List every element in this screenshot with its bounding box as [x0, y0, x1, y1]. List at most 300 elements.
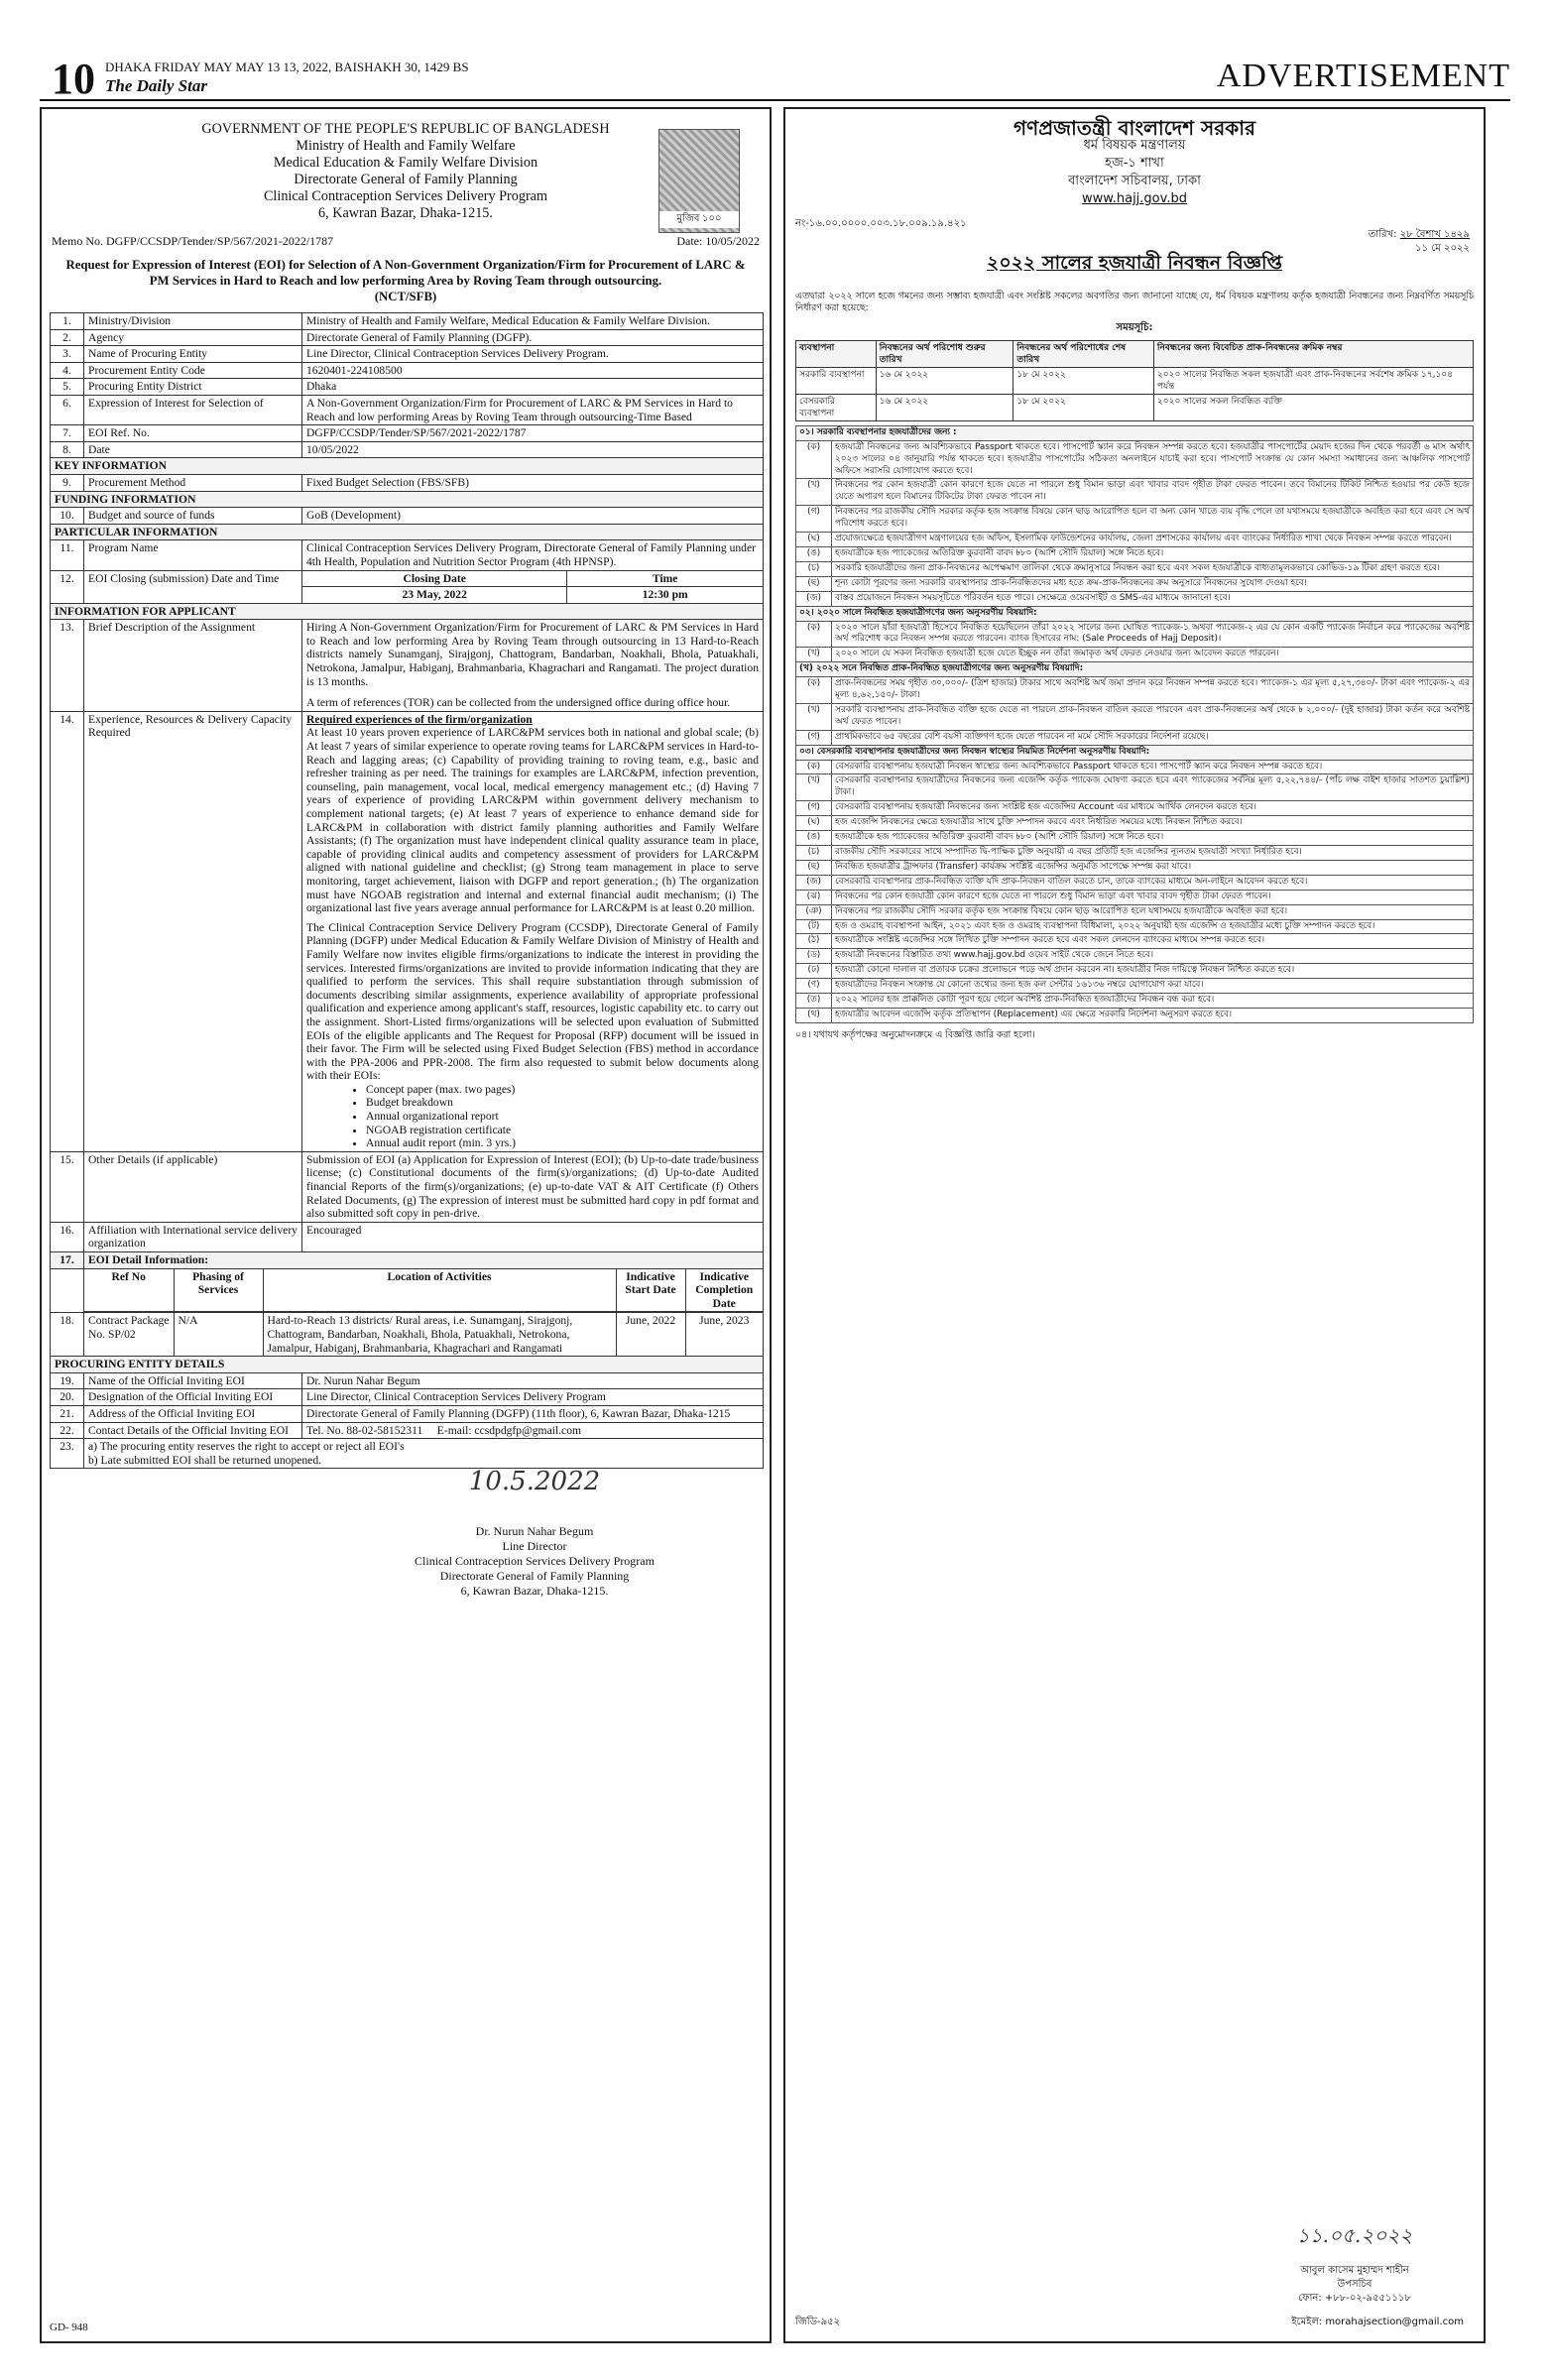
email-link[interactable]: ইমেইল: morahajsection@gmail.com	[1291, 2317, 1464, 2327]
signatory-title: Line Director	[502, 1539, 567, 1554]
item-key: (ড)	[796, 949, 832, 964]
section-key-information: KEY INFORMATION	[51, 458, 764, 475]
row-value: Directorate General of Family Planning (DGFP) (11th floor), 6, Kawran Bazar, Dhaka-1215	[302, 1405, 764, 1422]
closing-table	[302, 571, 763, 603]
row-label: Other Details (if applicable)	[84, 1151, 302, 1222]
table-row	[51, 570, 764, 603]
row-value: DGFP/CCSDP/Tender/SP/567/2021-2022/1787	[302, 425, 764, 442]
table-row	[51, 474, 764, 491]
col-header: নিবন্ধনের অর্থ পরিশোধ শুরুর তারিখ	[876, 340, 1013, 367]
item-text: বেসরকারি ব্যবস্থাপনায় হজযাত্রী নিবন্ধনের জন্য সংশ্লিষ্ট হজ এজেন্সির Account এর মাধ্যমে আর্থিক লেনদেন করতে হবে।	[832, 801, 1474, 816]
list-item: • Budget breakdown	[366, 1096, 759, 1110]
row-label: Address of the Official Inviting EOI	[84, 1405, 302, 1422]
table-row	[51, 313, 764, 330]
item-text: বাস্তব প্রয়োজনে নিবন্ধন সময়সূচিতে পরিবর্তন হতে পারে। সেক্ষেত্রে ওয়েবসাইট ও SMS-এর মাধ্যমে জানানো হবে।	[832, 591, 1474, 606]
item-key: (ঙ)	[796, 831, 832, 846]
item-text: সরকারি হজযাত্রীদের জন্য প্রাক-নিবন্ধনের অপেক্ষমাণ তালিকা থেকে ক্রমানুসারে নিবন্ধন করা হবে এবং সকল হজযাত্রীকে বাধ্যতামূলকভাবে কোভিড-১৯ টিকা গ্রহণ করতে হবে।	[832, 561, 1474, 576]
list-item	[796, 934, 1474, 949]
list-item	[796, 576, 1474, 591]
item-text: হজযাত্রী নিবন্ধনের বিস্তারিত তথ্য www.hajj.gov.bd ওয়েব সাইট থেকে জেনে নিতে হবে।	[832, 949, 1474, 964]
row-value: 10/05/2022	[302, 441, 764, 458]
row-label: Designation of the Official Inviting EOI	[84, 1389, 302, 1406]
table-row	[51, 711, 764, 1151]
row-value: 1620401-224108500	[302, 362, 764, 379]
list-item	[796, 801, 1474, 816]
table-cell: ১৮ মে ২০২২	[1013, 367, 1154, 394]
table-row	[51, 395, 764, 424]
table-row	[51, 1372, 764, 1389]
col-header: Location of Activities	[263, 1269, 616, 1312]
item-key: (খ)	[796, 648, 832, 662]
closing-time-header: Time	[567, 571, 763, 587]
table-cell: ১৬ মে ২০২২	[876, 394, 1013, 420]
newspaper-logo: The Daily Star	[105, 76, 207, 95]
item-key: (ঢ)	[796, 964, 832, 979]
table-row	[51, 346, 764, 363]
list-item	[796, 919, 1474, 934]
section-heading	[51, 1252, 764, 1269]
signature-image: 10.5.2022	[468, 1467, 601, 1497]
experience-text: At least 10 years proven experience of LARC&PM services both in national and global scale; (b) At least 7 years of similar experience to operate roving teams for LARC&PM services in Hard-to-Reach and lagging areas; (c) Capability of providing training to roving team, e.g., basic and refresher training as per need. The trainings for examples are LARC&PM, infection prevention, counseling, pain management, vocal local, medical emergency management etc.; (d) Having 7 years of experience of providing LARC&PM within government delivery mechanism to complement national targets; (e) At least 7 years of experience to enhance demand side for LARC&PM in collaboration with district family planning authorities and Family Welfare Assistants; (f) The organization must have independent clinical quality assurance team in place, capable of providing clinical audits and competency assessment of providers for LARC&PM aligned with national guideline and checklist; (g) Strong team management in place to serve monitoring, target achievement, liaison with DGFP and report generation.; (h) The organization must have NGOAB registration and internal and external financial audit mechanism; (i) The organizational last five years average annual performance for LARC&PM is at least 0.20 million.	[306, 726, 759, 915]
row-number: 22.	[51, 1422, 84, 1439]
section-funding: FUNDING INFORMATION	[51, 491, 764, 508]
item-key: (চ)	[796, 561, 832, 576]
eoi-advertisement	[40, 107, 772, 2343]
row-number: 6.	[51, 395, 84, 424]
row-label: Procurement Method	[84, 474, 302, 491]
item-text: বেসরকারি ব্যবস্থাপনায় হজযাত্রী নিবন্ধন স্বাস্থ্যের জন্য আবশ্যিকভাবে Passport থাকতে হবে। পাসপোর্ট স্ক্যান করে নিবন্ধন সম্পন্ন করতে হবে।	[832, 760, 1474, 774]
row-number: 12.	[51, 570, 84, 603]
row-value: Line Director, Clinical Contraception Services Delivery Program	[302, 1389, 764, 1406]
item-text: প্রাথমিকভাবে ৬৫ বছরের বেশি বয়সী ব্যক্তিগণ হজে যেতে পারবেন না মর্মে সৌদি সরকারের নির্দেশনা রয়েছে।	[832, 730, 1474, 745]
row-label: Procurement Entity Code	[84, 362, 302, 379]
item-key: (ট)	[796, 919, 832, 934]
list-item	[796, 860, 1474, 875]
header-line: 6, Kawran Bazar, Dhaka-1215.	[318, 205, 493, 221]
table-cell: ১৮ মে ২০২২	[1013, 394, 1154, 420]
row-number: 9.	[51, 474, 84, 491]
gd-number: GD- 948	[50, 2321, 88, 2333]
signatory-line: 6, Kawran Bazar, Dhaka-1215.	[460, 1584, 609, 1599]
eoi-detail-values	[84, 1313, 764, 1357]
document-list	[366, 1083, 759, 1150]
item-key: (ঘ)	[796, 816, 832, 831]
row-number: 23.	[51, 1439, 84, 1469]
list-item	[796, 831, 1474, 846]
row-label: Brief Description of the Assignment	[84, 620, 302, 712]
row-label: Name of the Official Inviting EOI	[84, 1372, 302, 1389]
header-line: Clinical Contraception Services Delivery Program	[263, 188, 548, 204]
eoi-title-text: Request for Expression of Interest (EOI) for Selection of A Non-Government Organization/Firm for Procurement of LARC & PM Services in Hard to Reach and low performing Area by Roving Team through outsourcing.	[65, 258, 746, 288]
row-label: EOI Ref. No.	[84, 425, 302, 442]
list-item: • NGOAB registration certificate	[366, 1124, 759, 1137]
date-bangla: ২৮ বৈশাখ ১৪২৯	[1399, 229, 1470, 240]
page-number: 10	[52, 55, 95, 103]
row-value: Dr. Nurun Nahar Begum	[302, 1372, 764, 1389]
section-applicant: INFORMATION FOR APPLICANT	[51, 603, 764, 620]
table-row	[796, 394, 1474, 420]
row-label: Budget and source of funds	[84, 508, 302, 525]
package-ref: Contract Package No. SP/02	[84, 1313, 174, 1356]
col-header: নিবন্ধনের জন্য বিবেচিত প্রাক-নিবন্ধনের ক্রমিক নম্বর	[1153, 340, 1473, 367]
item-key: (গ)	[796, 801, 832, 816]
signature-image: ১১.০৫.২০২২	[1296, 2223, 1413, 2247]
list-item	[796, 730, 1474, 745]
list-item	[796, 964, 1474, 979]
signatory-line: Clinical Contraception Services Delivery Program	[415, 1554, 655, 1569]
phasing: N/A	[174, 1313, 263, 1356]
list-item	[796, 533, 1474, 547]
list-item: • Annual audit report (min. 3 yrs.)	[366, 1136, 759, 1150]
row-value	[302, 711, 764, 1151]
assignment-description: Hiring A Non-Government Organization/Firm for Procurement of LARC & PM Services in Hard to Reach and low performing Area by Roving Team through outsourcing in 13 Hard-to-Reach districts namely Sunamganj, Sirajgonj, Chattogram, Bandarban, Noakhali, Bhola, Patuakhali, Netrokona, Jamalpur, Habiganj, Brahmanbaria, Khagrachari and Rangamati. The project duration is 13 months.	[306, 621, 759, 688]
row-number: 7.	[51, 425, 84, 442]
section-heading	[51, 603, 764, 620]
intro-text: এতদ্বারা ২০২২ সালে হজে গমনের জন্য সম্ভাব্য হজযাত্রী এবং সংশ্লিষ্ট সকলের অবগতির জন্য জানানো যাচ্ছে যে, ধর্ম বিষয়ক মন্ত্রণালয় কর্তৃক হজযাত্রী নিবন্ধনের জন্য নিম্নবর্ণিত সময়সূচি নির্ধারণ করা হয়েছে:	[795, 291, 1474, 314]
instructions-table	[795, 425, 1474, 1023]
list-item	[796, 440, 1474, 479]
list-item	[796, 890, 1474, 904]
row-number: 10.	[51, 508, 84, 525]
header-line: Ministry of Health and Family Welfare	[296, 138, 516, 154]
list-item	[796, 875, 1474, 890]
start-date: June, 2022	[616, 1313, 685, 1356]
item-text: রাজকীয় সৌদি সরকারের সাথে সম্পাদিত দ্বি-পাক্ষিক চুক্তি অনুযায়ী এ বছর প্রতিটি হজ এজেন্সির ন্যূনতম হজযাত্রী সংখ্যা নির্ধারিত হবে।	[832, 846, 1474, 861]
row-number: 2.	[51, 329, 84, 346]
item-text: হজযাত্রীকে হজ প্যাকেজের অতিরিক্ত কুরবানী বাবদ ৳৮০ (আশি সৌদি রিয়াল) সঙ্গে নিতে হবে।	[832, 546, 1474, 561]
table-cell: সরকারি ব্যবস্থাপনা	[796, 367, 877, 394]
ref-number: নং-১৬.০০.০০০০.০০৩.১৮.০০৯.১৯.৪২১	[795, 218, 967, 229]
item-text: নিবন্ধনের পর কোন হজযাত্রী কোন কারণে হজে যেতে না পারলে শুধু বিমান ভাড়া এবং খাবার বাবদ গৃহীত টাকা ফেরত পাবেন। তবে বিমানের টিকিট নিশ্চিত হওয়ার পর কেউ হজে যেতে অপারগ হলে বিমানের টিকিটের টাকা ফেরত পাবেন না।	[832, 479, 1474, 506]
row-number: 21.	[51, 1405, 84, 1422]
item-text: হজ এজেন্সি নিবন্ধনের ক্ষেত্রে হজযাত্রীর সাথে চুক্তি সম্পাদন করবে এবং নির্ধারিত সময়ের মধ্যে নিবন্ধন নিশ্চিত করবে।	[832, 816, 1474, 831]
row-value: Encouraged	[302, 1222, 764, 1251]
item-text: হজযাত্রীকে হজ প্যাকেজের অতিরিক্ত কুরবানী বাবদ ৳৮০ (আশি সৌদি রিয়াল) সঙ্গে নিতে হবে।	[832, 831, 1474, 846]
row-value	[302, 1422, 764, 1439]
closing-time: 12:30 pm	[642, 588, 688, 602]
row-number: 18.	[51, 1313, 84, 1357]
section-private: ০৩। বেসরকারি ব্যবস্থাপনার হজযাত্রীদের জন্য নিবন্ধন স্বাস্থ্যের নিয়মিত নির্দেশনা অনুসরণীয় বিষয়াদি:	[796, 745, 1474, 760]
table-row	[796, 367, 1474, 394]
row-number: 13.	[51, 620, 84, 712]
item-key: (ঘ)	[796, 533, 832, 547]
table-row	[51, 1405, 764, 1422]
list-item	[796, 979, 1474, 994]
item-key: (থ)	[796, 1008, 832, 1022]
list-item	[796, 774, 1474, 801]
table-row	[51, 1313, 764, 1357]
list-item	[796, 479, 1474, 506]
row-label: Program Name	[84, 540, 302, 570]
table-row	[51, 1389, 764, 1406]
signatory-line: Directorate General of Family Planning	[439, 1569, 630, 1584]
table-cell: ২০২০ সালের সকল নিবন্ধিত ব্যক্তি	[1153, 394, 1473, 420]
section-2020: ০২। ২০২০ সালে নিবন্ধিত হজযাত্রীগণের জন্য অনুসরণীয় বিষয়াদি:	[796, 606, 1474, 621]
schedule-title: সময়সূচি:	[1116, 321, 1153, 333]
eoi-detail-values-table	[84, 1313, 763, 1356]
table-row	[51, 508, 764, 525]
header-line: Medical Education & Family Welfare Division	[273, 155, 538, 171]
dateline: DHAKA FRIDAY MAY MAY 13 13, 2022, BAISHAKH 30, 1429 BS	[105, 60, 469, 74]
eoi-table	[50, 312, 764, 1469]
list-item: • Concept paper (max. two pages)	[366, 1083, 759, 1097]
item-key: (ক)	[796, 677, 832, 704]
list-item	[796, 648, 1474, 662]
row-number: 15.	[51, 1151, 84, 1222]
table-row	[51, 540, 764, 570]
mujib-100-logo: মুজিব ১০০	[659, 211, 739, 228]
tor-note: A term of references (TOR) can be collected from the undersigned office during office hour.	[306, 696, 731, 710]
table-row	[51, 1268, 764, 1313]
col-header: Indicative Completion Date	[685, 1269, 763, 1312]
item-key: (ঝ)	[796, 890, 832, 904]
table-cell: ২০২০ সালের নিবন্ধিত সকল হজযাত্রী এবং প্রাক-নিবন্ধনের সর্বশেষ ক্রমিক ১৭,১০৪ পর্যন্ত	[1153, 367, 1473, 394]
row-number: 20.	[51, 1389, 84, 1406]
section-heading	[796, 745, 1474, 760]
row-label: Ministry/Division	[84, 313, 302, 330]
table-row	[51, 425, 764, 442]
table-cell: ১৬ মে ২০২২	[876, 367, 1013, 394]
eoi-detail-table	[84, 1269, 763, 1313]
list-item	[796, 846, 1474, 861]
item-text: হজযাত্রীর আবেদন এজেন্সি কর্তৃক প্রতিস্থাপন (Replacement) এর ক্ষেত্রে সরকারি নির্দেশনা অনুসরণ করতে হবে।	[832, 1008, 1474, 1022]
row-number: 16.	[51, 1222, 84, 1251]
memo-date: Date: 10/05/2022	[676, 234, 760, 248]
item-key: (ছ)	[796, 860, 832, 875]
signatory-title: উপসচিব	[1337, 2279, 1372, 2290]
list-item: • Annual organizational report	[366, 1110, 759, 1124]
item-key: (খ)	[796, 479, 832, 506]
row-label: Experience, Resources & Delivery Capacity Required	[84, 711, 302, 1151]
row-number: 8.	[51, 441, 84, 458]
list-item	[796, 1008, 1474, 1022]
invitation-text: The Clinical Contraception Service Delivery Program (CCSDP), Directorate General of Family Planning (DGFP) under Medical Education & Family Welfare Division of Ministry of Health and Family Welfare now invites eligible firms/organizations to indicate the interest in providing the services. Interested firms/organizations are invited to provide information indicating that they are qualified to perform the services. This shall require substantiation through submission of documents describing similar assignments, experience availability of appropriate professional qualification and experience among applicant's staff, resources, logistic capability etc. to carry out the assignment. Short-Listed firms/organizations will be selected upon evaluation of Submitted EOIs of the eligible applicants and The Request for Proposal (RFP) document will be issued in their favor. The Firm will be selected using Fixed Budget Selection (FBS) method in accordance with the PPA-2006 and PPR-2008. The firm also requested to submit below documents along with their EOIs:	[306, 920, 759, 1083]
completion-date: June, 2023	[699, 1314, 750, 1328]
row-value	[84, 1439, 764, 1469]
address: বাংলাদেশ সচিবালয়, ঢাকা	[1068, 174, 1201, 188]
section-title: ADVERTISEMENT	[1216, 58, 1510, 94]
item-text: হজযাত্রী নিবন্ধনের জন্য আবশ্যিকভাবে Passport থাকতে হবে। পাসপোর্ট স্ক্যান করে নিবন্ধন সম্পন্ন করতে হবে। হজযাত্রীর পাসপোর্টের মেয়াদ হজের দিন থেকে পরবর্তী ৬ মাস অর্থাৎ ২০২৩ সালের ০৪ জানুয়ারি পর্যন্ত থাকতে হবে। হজযাত্রীর পাসপোর্টের সঠিকতা অনলাইনে যাচাই করা হবে। পাসপোর্ট সংক্রান্ত যে কোন সমস্যা সমাধানের জন্য আঞ্চলিক পাসপোর্ট অফিসে সরাসরি যোগাযোগ করতে হবে।	[832, 440, 1474, 479]
list-item	[796, 546, 1474, 561]
closing-note: ০৪। যথাযথ কর্তৃপক্ষের অনুমোদনক্রমে এ বিজ্ঞপ্তি জারি করা হলো।	[795, 1028, 1035, 1040]
row-value: Line Director, Clinical Contraception Services Delivery Program.	[302, 346, 764, 363]
row-number: 3.	[51, 346, 84, 363]
row-number: 5.	[51, 379, 84, 396]
item-text: হজযাত্রী কোনো দালাল বা প্রতারক চক্রের প্রলোভনে পড়ে অর্থ প্রদান করবেন না। হজযাত্রীর নিজ দায়িত্বে নিবন্ধন নিশ্চিত করতে হবে।	[832, 964, 1474, 979]
notice-title: ২০২২ সালের হজযাত্রী নিবন্ধন বিজ্ঞপ্তি	[987, 252, 1282, 274]
item-key: (ঞ)	[796, 904, 832, 919]
section-govt: ০১। সরকারি ব্যবস্থাপনার হজযাত্রীদের জন্য :	[796, 425, 1474, 440]
note-line: b) Late submitted EOI shall be returned unopened.	[88, 1453, 322, 1467]
item-key: (জ)	[796, 591, 832, 606]
item-key: (ত)	[796, 994, 832, 1009]
row-label: Contact Details of the Official Inviting EOI	[84, 1422, 302, 1439]
header-line: Directorate General of Family Planning	[294, 172, 518, 187]
closing-date: 23 May, 2022	[302, 587, 567, 603]
section-heading	[51, 458, 764, 475]
list-item	[796, 760, 1474, 774]
row-label: Date	[84, 441, 302, 458]
section-procuring: PROCURING ENTITY DETAILS	[51, 1357, 764, 1373]
section-heading	[51, 491, 764, 508]
list-item	[796, 591, 1474, 606]
row-number: 4.	[51, 362, 84, 379]
row-label: Affiliation with International service delivery organization	[84, 1222, 302, 1251]
item-text: সরকারি ব্যবস্থাপনায় প্রাক-নিবন্ধিত ব্যক্তি হজে যেতে না পারলে প্রাক-নিবন্ধন বাতিল করতে পারবেন এবং প্রাক-নিবন্ধনের অর্থ থেকে ৳ ২,০০০/- (দুই হাজার) টাকা কর্তন করে অবশিষ্ট অর্থ ফেরত পাবেন।	[832, 703, 1474, 730]
eoi-detail-cell	[84, 1268, 764, 1313]
email-link[interactable]: E-mail: ccsdpdgfp@gmail.com	[436, 1423, 582, 1437]
row-value: A Non-Government Organization/Firm for Procurement of LARC & PM Services in Hard to Reach and low performing Areas by Roving Team through outsourcing-Time Based	[302, 395, 764, 424]
signatory-name: আবুল কাসেম মুহাম্মদ শাহীন	[1300, 2265, 1409, 2276]
website-link[interactable]: www.hajj.gov.bd	[1082, 191, 1187, 206]
table-row	[51, 379, 764, 396]
note-line: a) The procuring entity reserves the right to accept or reject all EOI's	[88, 1440, 405, 1454]
table-row	[51, 1151, 764, 1222]
item-text: বেসরকারি ব্যবস্থাপনার প্রাক-নিবন্ধিত ব্যক্তি যদি প্রাক-নিবন্ধন বাতিল করতে চান, তাকে ব্যাংকের মাধ্যমে অন-লাইনে আবেদন করতে হবে।	[832, 875, 1474, 890]
closing-date-header: Closing Date	[302, 571, 567, 587]
item-key: (ঠ)	[796, 934, 832, 949]
section-heading	[796, 606, 1474, 621]
row-number: 17.	[51, 1252, 84, 1269]
row-number: 19.	[51, 1372, 84, 1389]
item-text: ২০২০ সালে যে সকল নিবন্ধিত হজযাত্রী হজে যেতে ইচ্ছুক নন তাঁরা জমাকৃত অর্থ ফেরত নেওয়ার জন্য আবেদন করতে পারবেন।	[832, 648, 1474, 662]
list-item	[796, 506, 1474, 533]
list-item	[796, 904, 1474, 919]
item-text: হজযাত্রীকে সংশ্লিষ্ট এজেন্সির সঙ্গে লিখিত চুক্তি সম্পাদন করতে হবে এবং সকল লেনদেন ব্যাংকের মাধ্যমে সম্পন্ন করতে হবে।	[832, 934, 1474, 949]
closing-cell	[302, 570, 764, 603]
item-text: হজযাত্রীদের নিবন্ধন সংক্রান্ত যে কোনো তথ্যের জন্য হজ কল সেন্টার ১৬১৩৬ নম্বরে যোগাযোগ করা যাবে।	[832, 979, 1474, 994]
row-value: Directorate General of Family Planning (DGFP).	[302, 329, 764, 346]
list-item	[796, 677, 1474, 704]
item-key: (ক)	[796, 760, 832, 774]
item-text: প্রযোজ্যক্ষেত্রে হজযাত্রীগণ মন্ত্রণালয়ের হজ অফিস, ইসলামিক ফাউন্ডেশনের কার্যালয়, জেলা প্রশাসকের কার্যালয় এবং ব্যাংকের নির্ধারিত শাখা থেকে নিবন্ধন সম্পন্ন করতে পারবেন।	[832, 533, 1474, 547]
col-header: Phasing of Services	[174, 1269, 263, 1312]
item-text: নিবন্ধিত হজযাত্রীর ট্রান্সফার (Transfer) কার্যক্রম সংশ্লিষ্ট এজেন্সির অনুমতি সাপেক্ষে সম্পন্ন করা যাবে।	[832, 860, 1474, 875]
location: Hard-to-Reach 13 districts/ Rural areas, i.e. Sunamganj, Sirajgonj, Chattogram, Bandarban, Noakhali, Bhola, Patuakhali, Netrokona, Jamalpur, Habiganj, Brahmanbaria, Khagrachari and Rangamati	[263, 1313, 616, 1356]
signature-block	[1246, 2223, 1464, 2306]
item-key: (জ)	[796, 875, 832, 890]
table-header	[796, 340, 1474, 367]
signatory-phone: ফোন: +৮৮-০২-৯৫৫১১১৮	[1298, 2293, 1411, 2304]
item-key: (ক)	[796, 440, 832, 479]
item-key: (খ)	[796, 774, 832, 801]
list-item	[796, 816, 1474, 831]
item-key: (চ)	[796, 846, 832, 861]
table-row	[51, 1222, 764, 1251]
row-value	[302, 620, 764, 712]
table-row	[51, 441, 764, 458]
col-header: নিবন্ধনের অর্থ পরিশোধের শেষ তারিখ	[1013, 340, 1154, 367]
eoi-title-sub: (NCT/SFB)	[374, 290, 437, 303]
list-item	[796, 949, 1474, 964]
item-text: বেসরকারি ব্যবস্থাপনার হজযাত্রীদের নিবন্ধনের জন্য এজেন্সি কর্তৃক প্যাকেজ ঘোষণা করতে হবে এবং প্যাকেজের সর্বনিম্ন মূল্য ৫,২২,৭৪৪/- (পাঁচ লক্ষ বাইশ হাজার সাতশত চুয়াল্লিশ) টাকা।	[832, 774, 1474, 801]
item-key: (ঙ)	[796, 546, 832, 561]
table-cell: বেসরকারি ব্যবস্থাপনা	[796, 394, 877, 420]
item-text: প্রাক-নিবন্ধনের সময় গৃহীত ৩০,০০০/- (ত্রিশ হাজার) টাকার সাথে অবশিষ্ট অর্থ জমা প্রদান করে নিবন্ধন সম্পন্ন করতে হবে। প্যাকেজ-১ এর মূল্য ৫,২৭,৩৪০/- টাকা এবং প্যাকেজ-২ এর মূল্য ৪,৬২,১৫০/- টাকা।	[832, 677, 1474, 704]
row-label: Agency	[84, 329, 302, 346]
table-row	[51, 620, 764, 712]
ministry-name: ধর্ম বিষয়ক মন্ত্রণালয়	[1083, 138, 1186, 153]
row-value: Fixed Budget Selection (FBS/SFB)	[302, 474, 764, 491]
item-key: (ক)	[796, 621, 832, 648]
signature-block	[299, 1467, 770, 1599]
list-item	[796, 703, 1474, 730]
item-text: ২০২০ সালে যাঁরা হজযাত্রী হিসেবে নিবন্ধিত হয়েছিলেন তাঁরা ২০২২ সালের জন্য ঘোষিত প্যাকেজ-১ অথবা প্যাকেজ-২ এর যে কোন একটি প্যাকেজ নির্বাচন করে প্যাকেজের অবশিষ্ট অর্থ পরিশোধ করে নিবন্ধন সম্পন্ন করতে পারবেন। ব্যাংক হিসাবের নাম: (Sale Proceeds of Hajj Deposit)।	[832, 621, 1474, 648]
item-text: হজ ও ওমরাহ ব্যবস্থাপনা আইন, ২০২১ এবং হজ ও ওমরাহ ব্যবস্থাপনা বিধিমালা, ২০২২ অনুযায়ী হজ এজেন্সি ও হজযাত্রীর মধ্যে চুক্তি সম্পাদন করতে হবে।	[832, 919, 1474, 934]
eoi-detail-heading: EOI Detail Information:	[84, 1252, 764, 1269]
row-label: EOI Closing (submission) Date and Time	[84, 570, 302, 603]
table-row	[51, 329, 764, 346]
date-english: ১১ মে ২০২২	[1415, 243, 1470, 254]
table-row	[51, 1439, 764, 1469]
col-header: Ref No	[84, 1269, 174, 1312]
item-text: ২০২২ সালের হজ প্রাক্কলিত কোটা পূরণ হয়ে গেলে অবশিষ্ট প্রাক-নিবন্ধিত হজযাত্রীদের নিবন্ধন বন্ধ করা হবে।	[832, 994, 1474, 1009]
table-row	[51, 362, 764, 379]
row-value: Clinical Contraception Services Delivery Program, Directorate General of Family Planning under 4th Health, Population and Nutrition Sector Program (4th HPNSP).	[302, 540, 764, 570]
item-text: নিবন্ধনের পর রাজকীয় সৌদি সরকার কর্তৃক হজ সংক্রান্ত বিষয়ে কোন ছাড় আরোপিত হলে যথাসময়ে হজযাত্রীকে অবহিত করা হবে।	[832, 904, 1474, 919]
portrait-logo	[658, 129, 740, 233]
table-row	[51, 1422, 764, 1439]
memo-number: Memo No. DGFP/CCSDP/Tender/SP/567/2021-2022/1787	[52, 234, 334, 248]
row-number: 14.	[51, 711, 84, 1151]
list-item	[796, 994, 1474, 1009]
row-label: Name of Procuring Entity	[84, 346, 302, 363]
col-header: Indicative Start Date	[616, 1269, 685, 1312]
section-heading	[51, 524, 764, 540]
item-key: (গ)	[796, 730, 832, 745]
notice-date	[1369, 228, 1470, 256]
row-label: Expression of Interest for Selection of	[84, 395, 302, 424]
row-number: 1.	[51, 313, 84, 330]
section-name: হজ-১ শাখা	[1105, 156, 1164, 171]
telephone: Tel. No. 88-02-58152311	[306, 1423, 423, 1437]
section-heading	[796, 662, 1474, 677]
col-header: ব্যবস্থাপনা	[796, 340, 877, 367]
masthead	[40, 52, 1510, 101]
section-particular: PARTICULAR INFORMATION	[51, 524, 764, 540]
section-2022: (খ) ২০২২ সনে নিবন্ধিত প্রাক-নিবন্ধিত হজযাত্রীগণের জন্য অনুসরণীয় বিষয়াদি:	[796, 662, 1474, 677]
item-text: শূন্য কোটা পূরণের জন্য সরকারি ব্যবস্থাপনার প্রাক-নিবন্ধিতদের মধ্য হতে ক্রম-প্রাক-নিবন্ধনের ক্রম অনুসারে নিবন্ধনের সুযোগ দেওয়া হবে।	[832, 576, 1474, 591]
row-value: Submission of EOI (a) Application for Expression of Interest (EOI); (b) Up-to-date trade/business license; (c) Constitutional documents of the firm(s)/organizations; (d) Up-to-date Audited financial Reports of the firm(s)/organizations; (e) up-to-date VAT & AIT Certificate (f) Others Related Documents, (g) The expression of interest must be submitted hard copy in pdf format and also submitted soft copy in pen-drive.	[302, 1151, 764, 1222]
gd-number: জিডি-৯৫২	[795, 2317, 841, 2327]
item-text: নিবন্ধনের পর রাজকীয় সৌদি সরকার কর্তৃক হজ সংক্রান্ত বিষয়ে কোন ছাড় আরোপিত হলে বা অন্য কোন খাতে ব্যয় বৃদ্ধি পেলে তা যথাসময়ে হজযাত্রীকে অবহিত করা হবে এবং সে অর্থ পরিশোধ করতে হবে।	[832, 506, 1474, 533]
ministry-header	[785, 116, 1484, 208]
hajj-notice	[783, 107, 1486, 2343]
list-item	[796, 621, 1474, 648]
item-key: (গ)	[796, 506, 832, 533]
date-label: তারিখ:	[1368, 229, 1397, 240]
signatory-name: Dr. Nurun Nahar Begum	[475, 1524, 594, 1539]
row-number	[51, 1268, 84, 1313]
row-label: Procuring Entity District	[84, 379, 302, 396]
item-text: নিবন্ধনের পর কোন হজযাত্রী কোন কারণে হজে যেতে না পারলে শুধু বিমান ভাড়া এবং খাবার বাবদ গৃহীত টাকা ফেরত পাবেন।	[832, 890, 1474, 904]
item-key: (ছ)	[796, 576, 832, 591]
schedule-table	[795, 340, 1474, 421]
eoi-title	[42, 253, 770, 308]
section-heading	[796, 425, 1474, 440]
row-value: Ministry of Health and Family Welfare, Medical Education & Family Welfare Division.	[302, 313, 764, 330]
experience-heading: Required experiences of the firm/organization	[306, 712, 533, 726]
list-item	[796, 561, 1474, 576]
section-heading	[51, 1357, 764, 1373]
row-value: GoB (Development)	[302, 508, 764, 525]
row-number: 11.	[51, 540, 84, 570]
header-line: GOVERNMENT OF THE PEOPLE'S REPUBLIC OF BANGLADESH	[201, 121, 610, 137]
government-name: গণপ্রজাতন্ত্রী বাংলাদেশ সরকার	[1013, 116, 1255, 140]
item-key: (খ)	[796, 703, 832, 730]
row-value: Dhaka	[302, 379, 764, 396]
item-key: (ণ)	[796, 979, 832, 994]
